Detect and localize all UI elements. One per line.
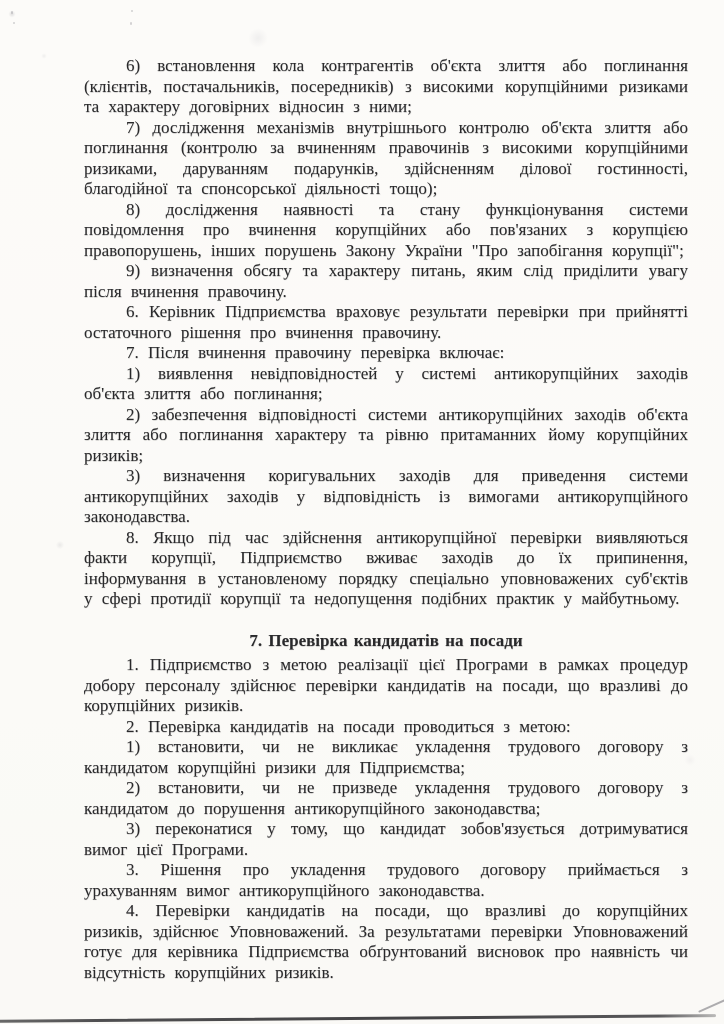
scan-speck — [131, 10, 133, 12]
section-heading: 7. Перевірка кандидатів на посади — [249, 630, 523, 650]
paragraph-subitem-1-nonconformities: 1) виявлення невідповідностей у системі антикорупційних заходів об'єкта злиття або поглинання; — [84, 363, 688, 403]
paragraph-clause-1-candidate-checks: 1. Підприємство з метою реалізації цієї Програми в рамках процедур добору персоналу здійснює перевірки кандидатів на посади, що вразливі до корупційних ризиків. — [84, 655, 688, 715]
scan-speck — [13, 22, 15, 24]
paragraph-item-8-reporting-system: 8) дослідження наявності та стану функціонування системи повідомлення про вчинення корупційних або пов'язаних з корупцією правопорушень, інших порушень Закону України "Про запобігання корупції"; — [84, 199, 688, 260]
paragraph-clause-2-check-purpose: 2. Перевірка кандидатів на посади проводиться з метою: — [126, 716, 571, 736]
scan-speck — [11, 11, 13, 14]
paragraph-clause-8-corruption-facts: 8. Якщо під час здійснення антикорупційної перевірки виявляються факти корупції, Підприємство вживає заходів до їх припинення, інформування в установленому порядку спеціально уповноважених суб'єктів у сфері протидії корупції та недопущення подібних практик у майбутньому. — [84, 527, 688, 608]
paragraph-clause-6-director-decision: 6. Керівник Підприємства враховує результати перевірки при прийнятті остаточного рішення про вчинення правочину. — [84, 302, 688, 342]
paragraph-subitem-1-contract-risks: 1) встановити, чи не викликає укладення трудового договору з кандидатом корупційні ризики для Підприємства; — [84, 737, 688, 777]
paragraph-item-9-scope-of-questions: 9) визначення обсягу та характеру питань, яким слід приділити увагу після вчинення правочину. — [84, 261, 688, 301]
paragraph-subitem-3-corrective-measures: 3) визначення коригувальних заходів для приведення системи антикорупційних заходів у відповідність із вимогами антикорупційного законодавства. — [84, 466, 688, 526]
paragraph-item-6-merger-counterparties: 6) встановлення кола контрагентів об'єкта злиття або поглинання (клієнтів, постачальників, посередників) з високими корупційними ризиками та характеру договірних відносин з ними; — [84, 56, 688, 116]
paragraph-subitem-3-candidate-commitment: 3) переконатися у тому, що кандидат зобов'язується дотримуватися вимог цієї Програми. — [84, 819, 688, 859]
scan-edge-line — [0, 1014, 716, 1022]
paragraph-item-7-internal-control: 7) дослідження механізмів внутрішнього контролю об'єкта злиття або поглинання (контролю за вчиненням правочинів з високими корупційними ризиками, даруванням подарунків, здійсненням ділової гостинності, благодійної та спонсорської діяльності тощо); — [84, 117, 688, 198]
paragraph-subitem-2-law-violation: 2) встановити, чи не призведе укладення трудового договору з кандидатом до порушення антикорупційного законодавства; — [84, 778, 688, 818]
paragraph-subitem-2-conformity: 2) забезпечення відповідності системи антикорупційних заходів об'єкта злиття або поглинання характеру та рівню притаманних йому корупційних ризиків; — [84, 404, 688, 465]
scan-corner-line — [698, 997, 724, 1012]
paragraph-clause-4-commissioner-conclusion: 4. Перевірки кандидатів на посади, що вразливі до корупційних ризиків, здійснює Уповноважений. За результатами перевірки Уповноважений готує для керівника Підприємства обґрунтований висновок про наявність чи відсутність корупційних ризиків. — [84, 901, 688, 982]
paragraph-clause-7-post-transaction: 7. Після вчинення правочину перевірка включає: — [126, 343, 505, 362]
scan-speck — [130, 22, 132, 25]
paragraph-clause-3-contract-decision: 3. Рішення про укладення трудового договору приймається з урахуванням вимог антикорупційного законодавства. — [84, 860, 688, 900]
document-body — [84, 56, 688, 983]
